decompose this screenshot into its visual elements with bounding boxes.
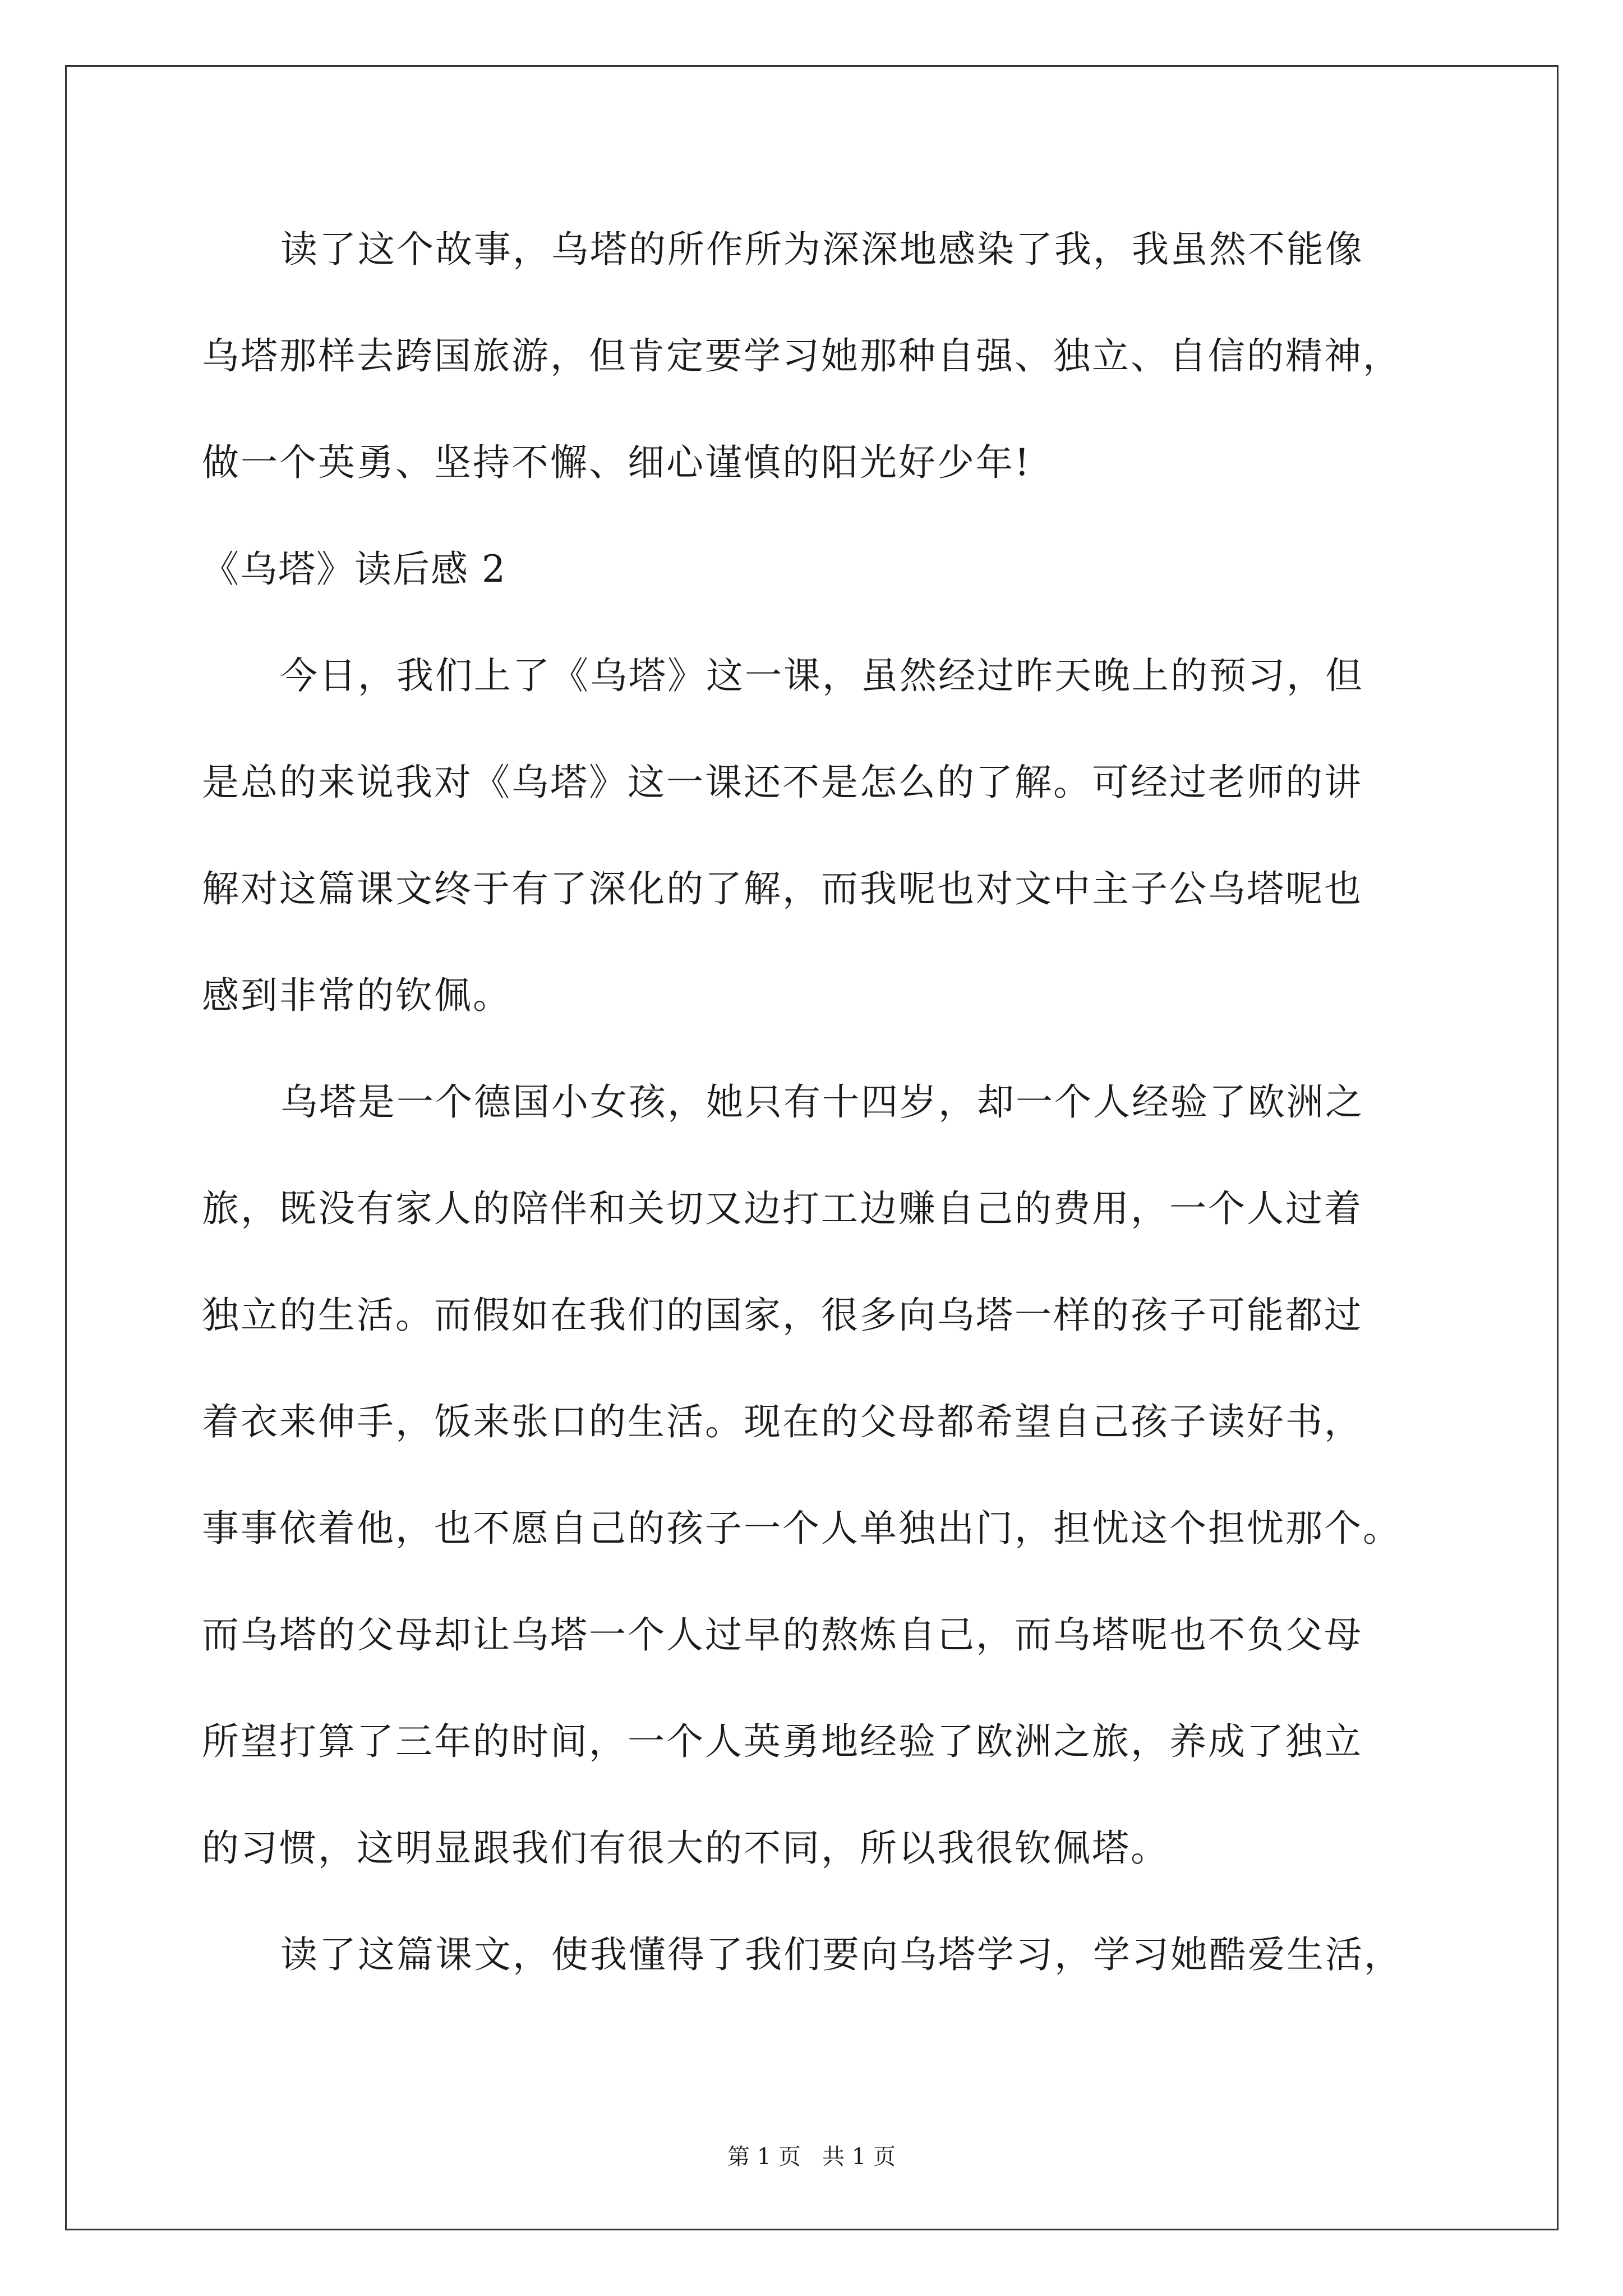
document-body bbox=[202, 208, 1464, 2019]
text-line: 是总的来说我对《乌塔》这一课还不是怎么的了解。可经过老师的讲 bbox=[202, 761, 1363, 804]
text-line: 事事依着他，也不愿自己的孩子一个人单独出门，担忧这个担忧那个。 bbox=[202, 1507, 1401, 1550]
text-line: 读了这个故事，乌塔的所作所为深深地感染了我，我虽然不能像 bbox=[280, 228, 1364, 271]
text-line: 着衣来伸手，饭来张口的生活。现在的父母都希望自己孩子读好书， bbox=[202, 1400, 1363, 1443]
text-line: 做一个英勇、坚持不懈、细心谨慎的阳光好少年! bbox=[202, 441, 1031, 484]
section-heading: 《乌塔》读后感 2 bbox=[202, 547, 506, 591]
text-line: 乌塔那样去跨国旅游，但肯定要学习她那种自强、独立、自信的精神， bbox=[202, 334, 1401, 378]
page-number-footer: 第 1 页 共 1 页 bbox=[727, 2144, 896, 2170]
text-line: 的习惯，这明显跟我们有很大的不同，所以我很钦佩塔。 bbox=[202, 1826, 1169, 1870]
text-line: 旅，既没有家人的陪伴和关切又边打工边赚自己的费用，一个人过着 bbox=[202, 1187, 1363, 1230]
text-line: 感到非常的钦佩。 bbox=[202, 974, 511, 1017]
text-line: 今日，我们上了《乌塔》这一课，虽然经过昨天晚上的预习，但 bbox=[280, 654, 1364, 697]
text-line: 乌塔是一个德国小女孩，她只有十四岁，却一个人经验了欧洲之 bbox=[280, 1080, 1364, 1124]
text-line: 解对这篇课文终于有了深化的了解，而我呢也对文中主子公乌塔呢也 bbox=[202, 867, 1363, 910]
text-line: 读了这篇课文，使我懂得了我们要向乌塔学习，学习她酷爱生活， bbox=[280, 1933, 1403, 1976]
text-line: 独立的生活。而假如在我们的国家，很多向乌塔一样的孩子可能都过 bbox=[202, 1294, 1363, 1337]
text-line: 而乌塔的父母却让乌塔一个人过早的熬炼自己，而乌塔呢也不负父母 bbox=[202, 1613, 1363, 1657]
text-line: 所望打算了三年的时间，一个人英勇地经验了欧洲之旅，养成了独立 bbox=[202, 1720, 1363, 1763]
